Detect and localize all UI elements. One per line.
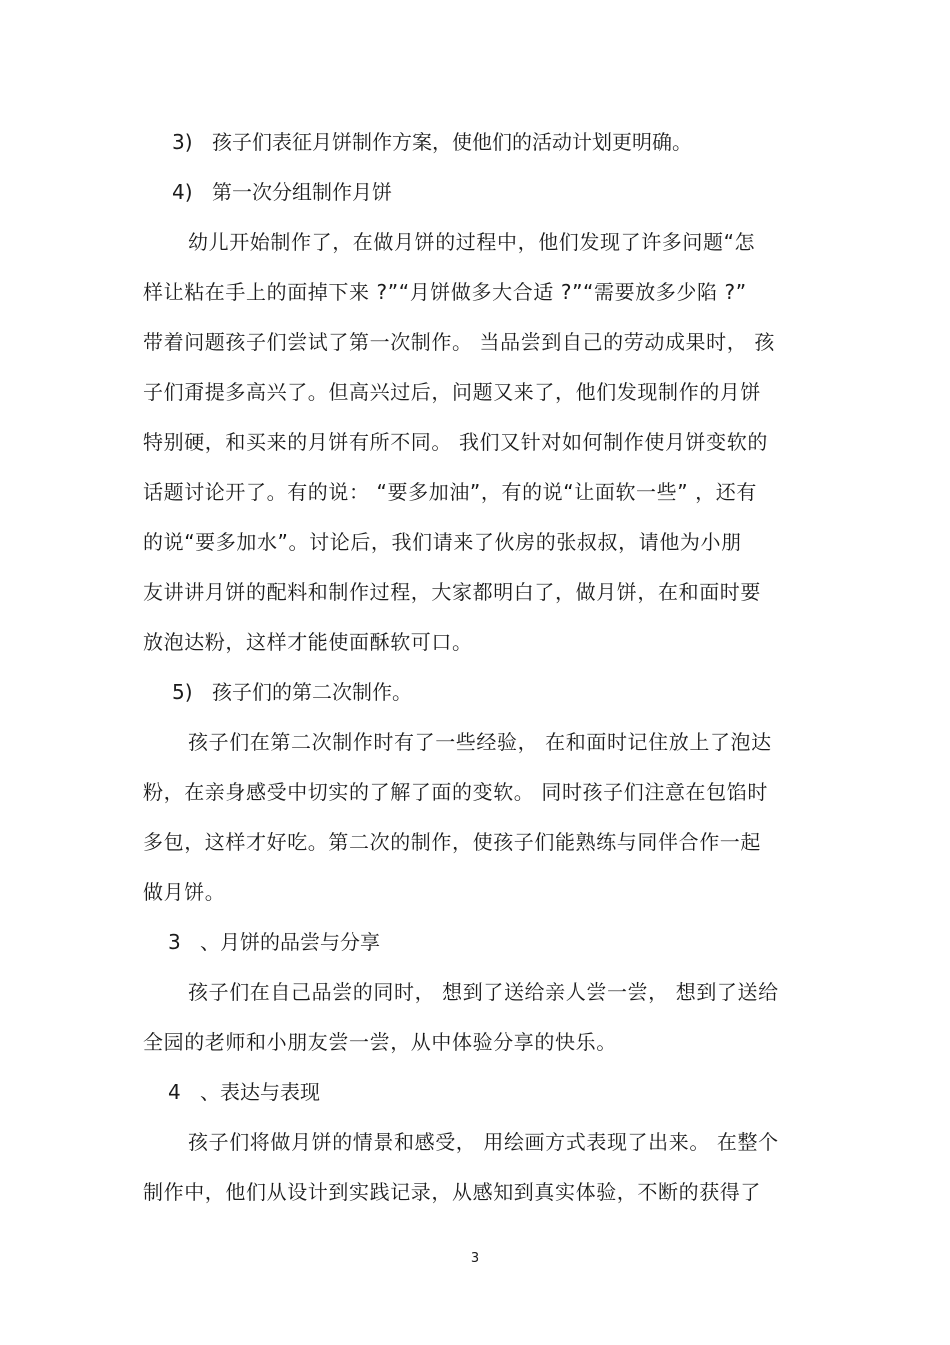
item-5-number: 5)	[172, 680, 193, 704]
section-4-number: 4	[168, 1080, 181, 1104]
paragraph-1-line: 友讲讲月饼的配料和制作过程，大家都明白了，做月饼，在和面时要	[143, 580, 761, 604]
paragraph-1-line: 的说“要多加水”。讨论后，我们请来了伙房的张叔叔，请他为小朋	[143, 530, 742, 554]
paragraph-3-line: 孩子们在自己品尝的同时， 想到了送给亲人尝一尝， 想到了送给	[188, 980, 779, 1004]
paragraph-2-line: 粉，在亲身感受中切实的了解了面的变软。 同时孩子们注意在包馅时	[143, 780, 768, 804]
item-3-text: 孩子们表征月饼制作方案，使他们的活动计划更明确。	[212, 130, 692, 154]
item-4-number: 4)	[172, 180, 193, 204]
paragraph-1-line: 样让粘在手上的面掉下来 ?”“月饼做多大合适 ?”“需要放多少陷 ?”	[143, 280, 747, 304]
item-4-heading: 第一次分组制作月饼	[212, 180, 392, 204]
paragraph-1-line: 带着问题孩子们尝试了第一次制作。 当品尝到自己的劳动成果时， 孩	[143, 330, 775, 354]
section-3-number: 3	[168, 930, 181, 954]
paragraph-2-line: 做月饼。	[143, 880, 226, 904]
paragraph-2-line: 孩子们在第二次制作时有了一些经验， 在和面时记住放上了泡达	[188, 730, 772, 754]
paragraph-1-line: 幼儿开始制作了，在做月饼的过程中，他们发现了许多问题“怎	[188, 230, 756, 254]
paragraph-1-line: 放泡达粉，这样才能使面酥软可口。	[143, 630, 473, 654]
section-4-heading: 、表达与表现	[200, 1080, 320, 1104]
paragraph-3-line: 全园的老师和小朋友尝一尝，从中体验分享的快乐。	[143, 1030, 617, 1054]
section-3-heading: 、月饼的品尝与分享	[200, 930, 380, 954]
item-5-heading: 孩子们的第二次制作。	[212, 680, 412, 704]
item-3-number: 3)	[172, 130, 193, 154]
paragraph-1-line: 话题讨论开了。有的说： “要多加油”，有的说“让面软一些” ，还有	[143, 480, 757, 504]
paragraph-4-line: 孩子们将做月饼的情景和感受， 用绘画方式表现了出来。 在整个	[188, 1130, 779, 1154]
paragraph-4-line: 制作中，他们从设计到实践记录，从感知到真实体验，不断的获得了	[143, 1180, 761, 1204]
page-number: 3	[470, 1251, 480, 1266]
paragraph-1-line: 子们甭提多高兴了。但高兴过后，问题又来了，他们发现制作的月饼	[143, 380, 761, 404]
paragraph-2-line: 多包，这样才好吃。第二次的制作，使孩子们能熟练与同伴合作一起	[143, 830, 761, 854]
paragraph-1-line: 特别硬，和买来的月饼有所不同。 我们又针对如何制作使月饼变软的	[143, 430, 768, 454]
